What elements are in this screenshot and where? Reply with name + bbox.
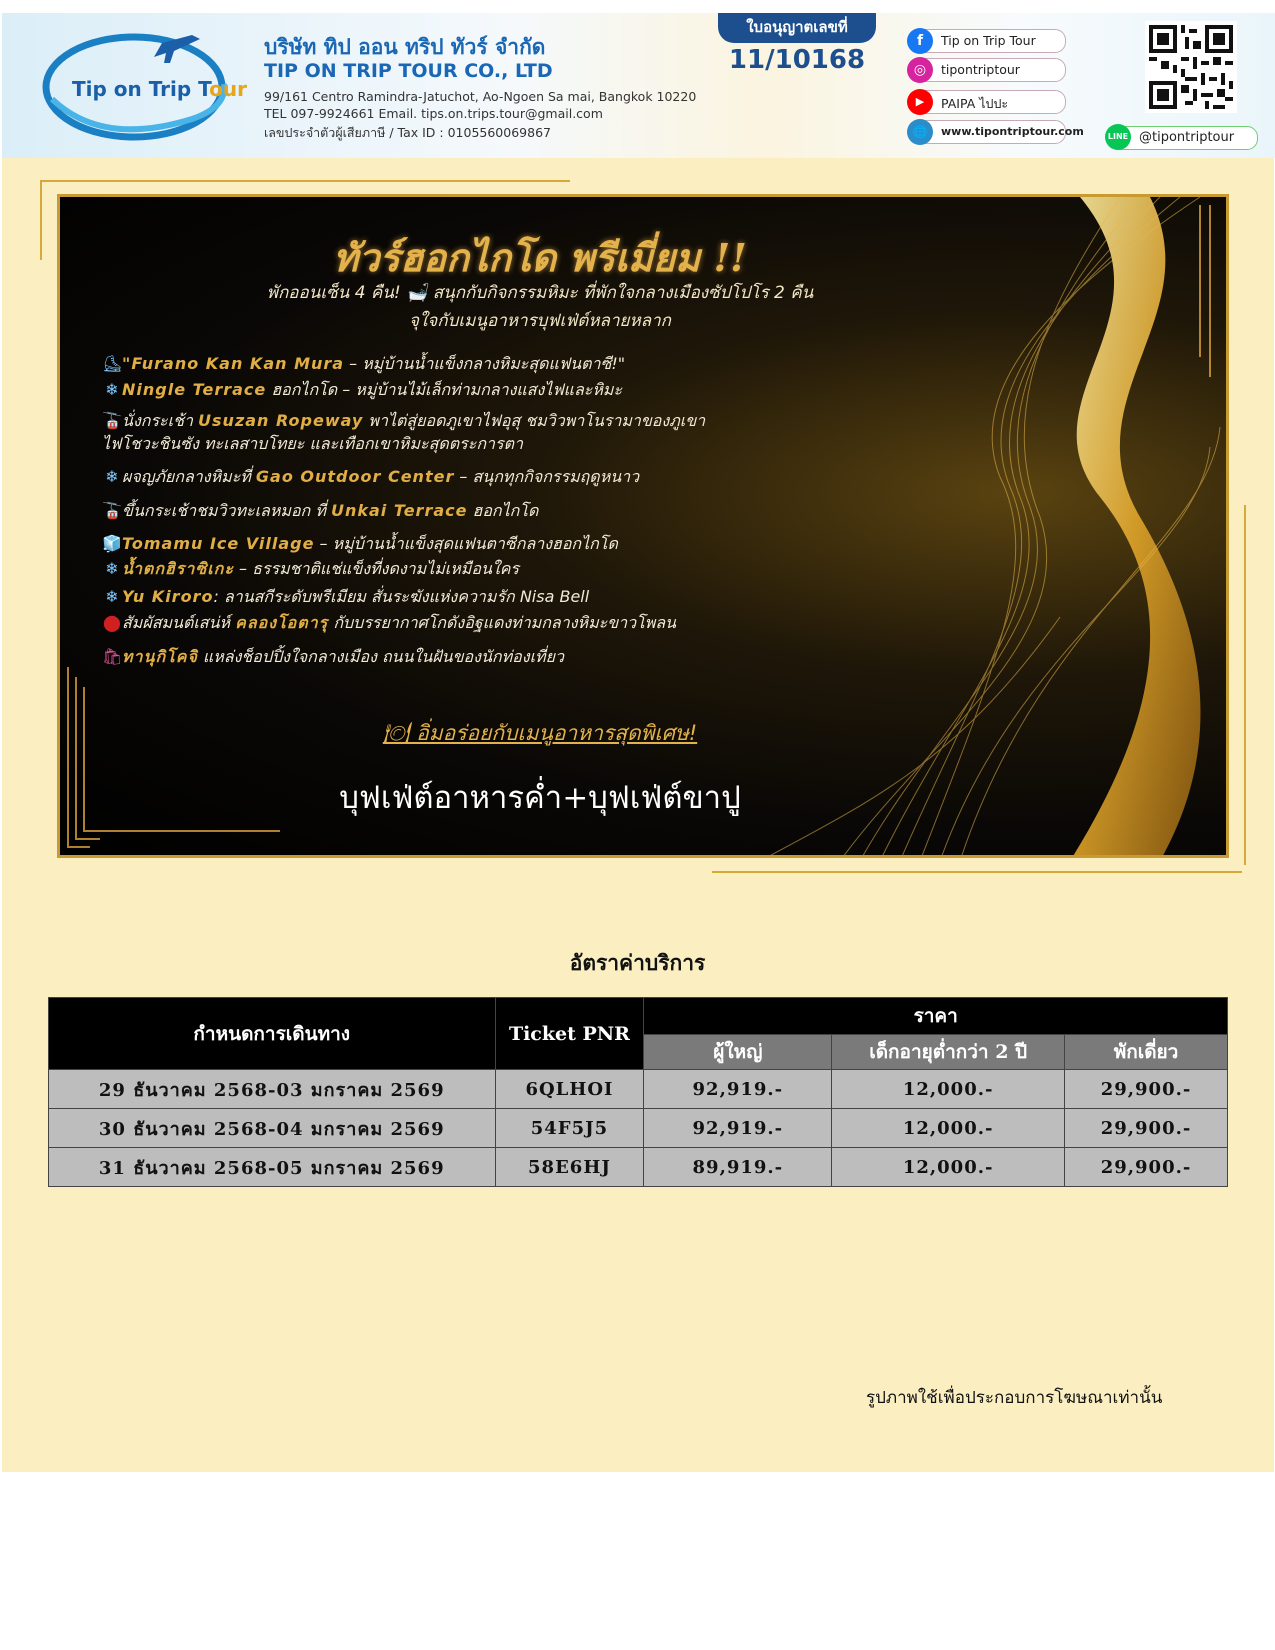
header-price: ราคา [644, 998, 1228, 1035]
highlight-item: 🧊Tomamu Ice Village – หมู่บ้านน้ำแข็งสุดแฟนตาซีกลางฮอกไกโด [102, 534, 618, 553]
shopping-bag-icon: 🛍 [102, 647, 123, 666]
globe-icon: 🌐 [907, 119, 933, 145]
cell-schedule: 30 ธันวาคม 2568-04 มกราคม 2569 [49, 1109, 496, 1148]
social-line[interactable] [1108, 126, 1258, 150]
cell-schedule: 31 ธันวาคม 2568-05 มกราคม 2569 [49, 1148, 496, 1187]
facebook-icon: f [907, 28, 933, 54]
social-label: Tip on Trip Tour [941, 33, 1036, 48]
cell-child: 12,000.- [832, 1148, 1065, 1187]
social-label: PAIPA ไปปะ [941, 96, 1009, 111]
company-name-english: TIP ON TRIP TOUR CO., LTD [264, 60, 553, 82]
cell-single: 29,900.- [1065, 1109, 1228, 1148]
social-instagram[interactable] [908, 58, 1066, 82]
social-youtube[interactable] [908, 90, 1066, 114]
table-row [49, 1070, 1228, 1109]
header-child: เด็กอายุต่ำกว่า 2 ปี [832, 1035, 1065, 1070]
banner-subtitle: พักออนเซ็น 4 คืน! 🛁 สนุกกับกิจกรรมหิมะ ที่พักใจกลางเมืองซัปโปโร 2 คืน [266, 283, 814, 303]
youtube-icon: ▶ [907, 89, 933, 115]
decorative-frame-line [40, 180, 570, 182]
decorative-frame-line [40, 180, 42, 260]
social-facebook[interactable] [908, 29, 1066, 53]
decorative-frame-line [1244, 505, 1246, 865]
cell-child: 12,000.- [832, 1109, 1065, 1148]
snowflake-icon: ❄ [105, 587, 119, 606]
highlight-item: 🚡ขึ้นกระเช้าชมวิวทะเลหมอก ที่ Unkai Terrace ฮอกไกโด [102, 501, 539, 520]
snowflake-icon: ❄ [105, 559, 119, 578]
snowflake-icon: ❄ [105, 467, 119, 486]
highlight-item: ❄ ผจญภัยกลางหิมะที่ Gao Outdoor Center – สนุกทุกกิจกรรมฤดูหนาว [102, 465, 639, 490]
price-table-title: อัตราค่าบริการ [569, 951, 706, 975]
cell-pnr: 58E6HJ [495, 1148, 644, 1187]
banner-title: ทัวร์ฮอกไกโด พรีเมี่ยม !! [333, 235, 747, 280]
header-adult: ผู้ใหญ่ [644, 1035, 832, 1070]
cell-schedule: 29 ธันวาคม 2568-03 มกราคม 2569 [49, 1070, 496, 1109]
company-logo [42, 29, 247, 141]
cable-car-icon: 🚡 [102, 411, 122, 430]
line-icon: LINE [1105, 124, 1131, 150]
highlight-item: 🚡นั่งกระเช้า Usuzan Ropeway พาไต่สู่ยอดภูเขาไฟอุสุ ชมวิวพาโนรามาของภูเขา [102, 411, 706, 430]
highlight-item: ❄ Ningle Terrace ฮอกไกโด – หมู่บ้านไม้เล็กท่ามกลางแสงไฟและหิมะ [102, 378, 622, 403]
highlight-item: 🛍ทานุกิโคจิ แหล่งช็อปปิ้งใจกลางเมือง ถนนในฝันของนักท่องเที่ยว [102, 647, 564, 666]
highlight-item: ⛸"Furano Kan Kan Mura – หมู่บ้านน้ำแข็งกลางหิมะสุดแฟนตาซี!" [102, 354, 626, 373]
table-row [49, 1148, 1228, 1187]
skate-icon: ⛸ [102, 354, 123, 373]
header-single: พักเดี่ยว [1065, 1035, 1228, 1070]
cell-pnr: 6QLHOI [495, 1070, 644, 1109]
header-schedule: กำหนดการเดินทาง [49, 998, 496, 1070]
promo-banner [57, 194, 1229, 858]
qr-code-icon [1145, 21, 1237, 113]
snowflake-icon: ❄ [105, 380, 119, 399]
highlight-item: ❄ น้ำตกฮิราซิเกะ – ธรรมชาติแช่แข็งที่งดงามไม่เหมือนใคร [102, 557, 519, 582]
qr-code [1145, 21, 1237, 113]
price-table [48, 997, 1228, 1187]
decorative-frame-line [712, 871, 1242, 873]
cell-single: 29,900.- [1065, 1148, 1228, 1187]
company-tax-id: เลขประจำตัวผู้เสียภาษี / Tax ID : 0105560069867 [264, 125, 551, 140]
cell-pnr: 54F5J5 [495, 1109, 644, 1148]
social-label: www.tipontriptour.com [941, 125, 1084, 138]
dining-headline: 🍽 อิ่มอร่อยกับเมนูอาหารสุดพิเศษ! [382, 721, 698, 745]
red-circle-icon: ⬤ [103, 613, 121, 632]
logo-text: Tip on Trip Tour [72, 77, 247, 101]
table-row [49, 1109, 1228, 1148]
highlight-item: ❄ Yu Kiroro: ลานสกีระดับพรีเมียม สั่นระฆังแห่งความรัก Nisa Bell [102, 585, 589, 610]
license-number: 11/10168 [728, 45, 866, 75]
cell-single: 29,900.- [1065, 1070, 1228, 1109]
cell-adult: 92,919.- [644, 1109, 832, 1148]
banner-subtitle: จุใจกับเมนูอาหารบุฟเฟ่ต์หลายหลาก [409, 311, 671, 331]
company-name-thai: บริษัท ทิป ออน ทริป ทัวร์ จำกัด [264, 35, 546, 59]
buffet-headline: บุฟเฟ่ต์อาหารค่ำ+บุฟเฟ่ต์ขาปู [339, 780, 741, 816]
cell-adult: 92,919.- [644, 1070, 832, 1109]
highlight-item-continued: ไฟโชวะชินซัง ทะเลสาบโทยะ และเทือกเขาหิมะสุดตระการตา [102, 434, 523, 453]
ice-cube-icon: 🧊 [102, 534, 122, 553]
cell-adult: 89,919.- [644, 1148, 832, 1187]
social-website[interactable] [908, 120, 1084, 144]
cell-child: 12,000.- [832, 1070, 1065, 1109]
instagram-icon: ◎ [907, 57, 933, 83]
social-label: @tipontriptour [1139, 130, 1235, 145]
highlight-item: ⬤สัมผัสมนต์เสน่ห์ คลองโอตารุ กับบรรยากาศโกดังอิฐแดงท่ามกลางหิมะขาวโพลน [103, 613, 676, 632]
company-contact: TEL 097-9924661 Email. tips.on.trips.tour@gmail.com [264, 106, 603, 121]
social-label: tipontriptour [941, 62, 1020, 77]
cable-car-icon: 🚡 [102, 501, 122, 520]
license-label: ใบอนุญาตเลขที่ [718, 13, 876, 43]
letterhead [2, 13, 1275, 158]
company-address: 99/161 Centro Ramindra-Jatuchot, Ao-Ngoen Sa mai, Bangkok 10220 [264, 89, 697, 104]
disclaimer-note: รูปภาพใช้เพื่อประกอบการโฆษณาเท่านั้น [866, 1388, 1163, 1408]
header-pnr: Ticket PNR [495, 998, 644, 1070]
